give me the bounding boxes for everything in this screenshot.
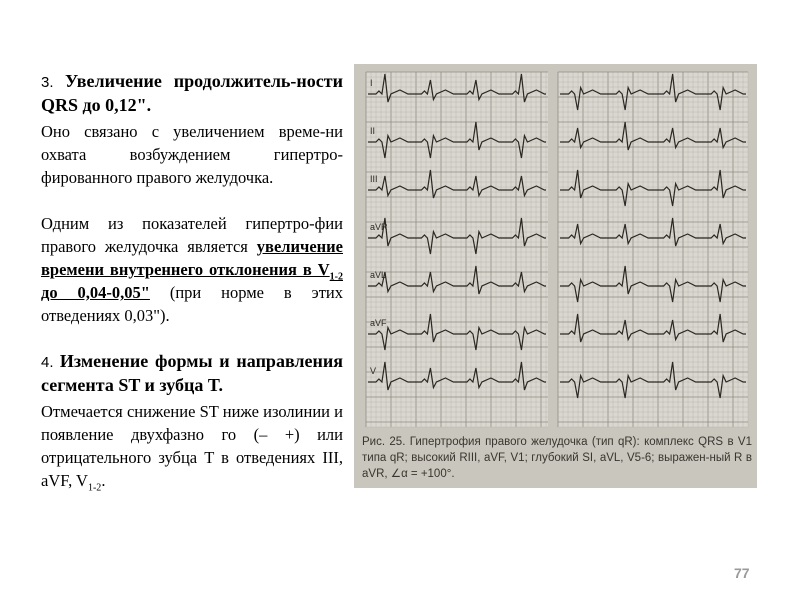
section3-para2-start: Одним из показателей гипертро-фии правого желудочка является	[41, 214, 343, 256]
section4-heading	[41, 350, 343, 397]
lead-label: aVF	[370, 318, 387, 328]
lead-label: aVL	[370, 270, 387, 280]
lead-label: I	[370, 78, 373, 88]
ecg-panel	[366, 72, 548, 427]
section3-para2-underlined-a: увеличение времени внутреннего отклонения в V	[41, 237, 343, 279]
section4-para1-end: .	[101, 471, 106, 490]
section3-para1: Оно связано с увеличением време-ни охвата возбуждением гипертро-фированного правого желудочка.	[41, 122, 343, 187]
section3-number: 3.	[41, 74, 54, 91]
lead-label: V	[370, 366, 377, 376]
lead-label: aVR	[370, 222, 388, 232]
section3-para2-end: (при норме в этих отведениях 0,03").	[41, 283, 343, 325]
section3-heading	[41, 70, 343, 117]
ecg-figure	[354, 64, 757, 488]
section4-para1	[41, 400, 343, 492]
section3-title: Увеличение продолжитель-ности QRS до 0,12".	[41, 71, 343, 115]
section4-number: 4.	[41, 354, 54, 371]
section3-para2-sub: 1-2	[329, 271, 343, 283]
figure-caption: Рис. 25. Гипертрофия правого желудочка (тип qR): комплекс QRS в V1 типа qR; высокий RIII, aVF, V1; глубокий SI, aVL, V5-6; выражен-ный R в aVR, ∠α = +100°.	[362, 436, 752, 480]
lead-label: III	[370, 174, 378, 184]
section3-para2	[41, 212, 343, 327]
lead-label: II	[370, 126, 376, 136]
page-number: 77	[734, 565, 750, 581]
text-column	[41, 70, 343, 492]
section4-para1-start: Отмечается снижение ST ниже изолинии и появление двухфазно го (– +) или отрицательного зубца T в отведениях III, aVF, V	[41, 402, 343, 490]
section3-para2-underlined-b: до 0,04-0,05"	[41, 283, 150, 302]
ecg-strips-image	[354, 64, 757, 488]
section4-para1-sub: 1-2	[87, 482, 102, 494]
section4-title: Изменение формы и направления сегмента ST и зубца T.	[41, 351, 343, 395]
